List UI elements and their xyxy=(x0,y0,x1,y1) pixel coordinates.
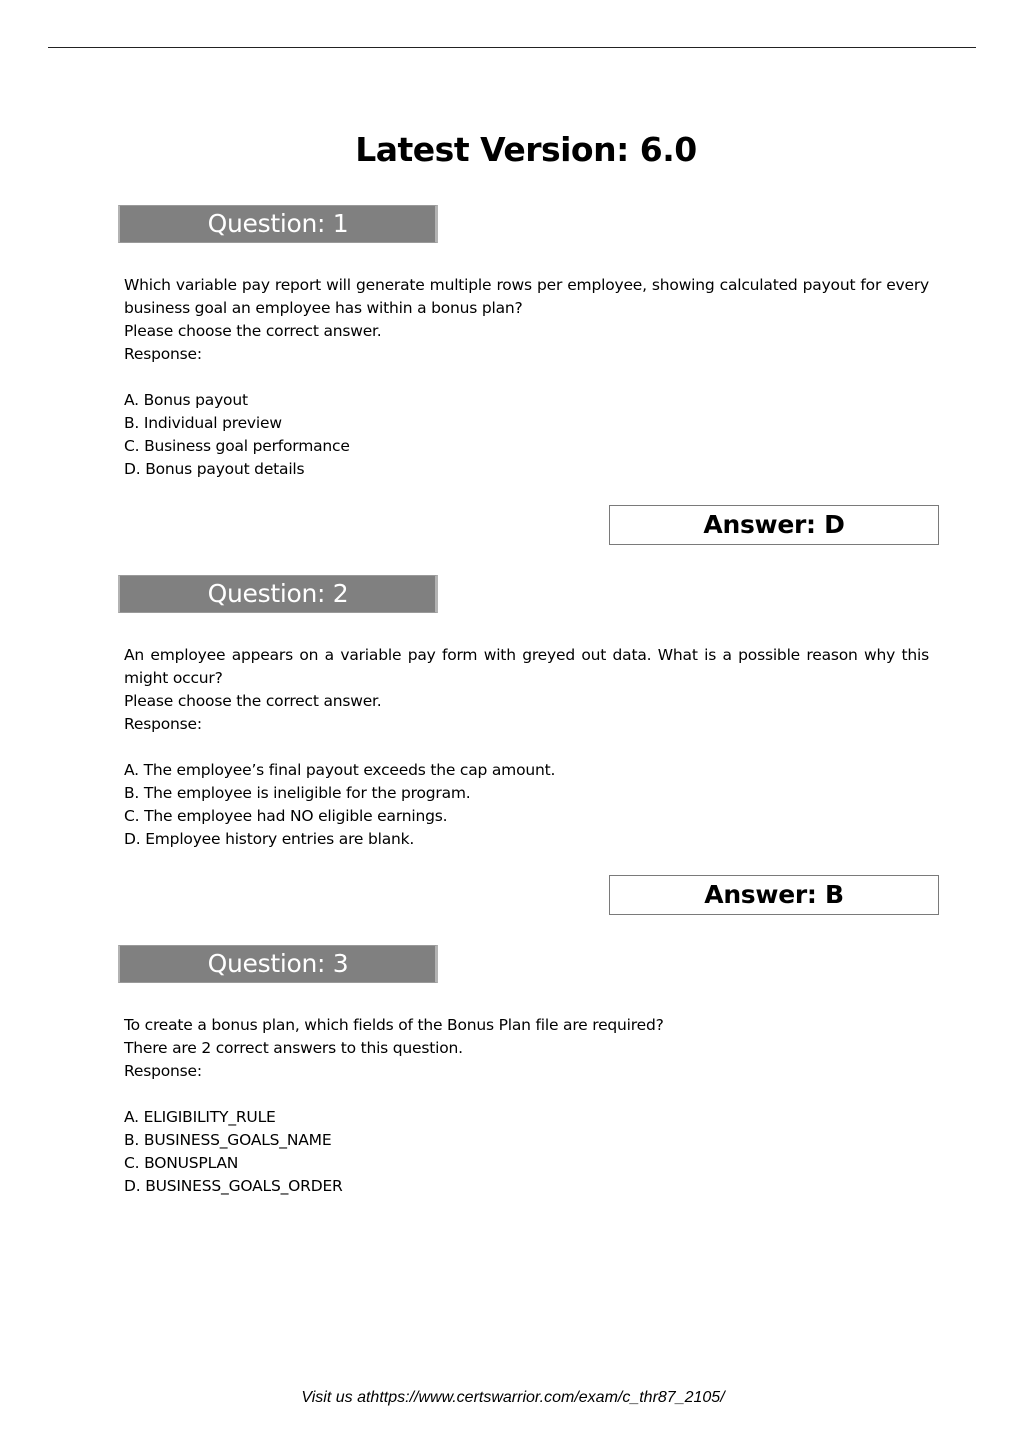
question-2-body xyxy=(124,644,929,851)
question-2-option-a: A. The employee’s final payout exceeds the cap amount. xyxy=(124,761,556,779)
page-title: Latest Version: 6.0 xyxy=(355,130,697,169)
question-3-option-d: D. BUSINESS_GOALS_ORDER xyxy=(124,1177,343,1195)
question-2-answer: Answer: B xyxy=(609,875,939,915)
question-1-title: Question: 1 xyxy=(207,209,349,238)
spacer xyxy=(124,366,929,389)
header-rule xyxy=(48,47,976,48)
question-3-option-c: C. BONUSPLAN xyxy=(124,1154,239,1172)
question-1-header xyxy=(118,205,438,243)
question-3-title: Question: 3 xyxy=(207,949,349,978)
spacer xyxy=(124,736,929,759)
question-1-text: Which variable pay report will generate multiple rows per employee, showing calculated payout for every business goal an employee has within a bonus plan? xyxy=(124,276,929,317)
question-3-body xyxy=(124,1014,929,1198)
question-1-answer: Answer: D xyxy=(609,505,939,545)
question-2-header xyxy=(118,575,438,613)
question-3-text: To create a bonus plan, which fields of the Bonus Plan file are required? xyxy=(124,1016,664,1034)
question-1-instruction: Please choose the correct answer. xyxy=(124,322,382,340)
spacer xyxy=(124,1083,929,1106)
question-1-response-label: Response: xyxy=(124,345,202,363)
question-2-title: Question: 2 xyxy=(207,579,349,608)
question-2-option-b: B. The employee is ineligible for the program. xyxy=(124,784,471,802)
footer-visit-link[interactable]: Visit us athttps://www.certswarrior.com/exam/c_thr87_2105/ xyxy=(301,1389,725,1406)
question-3-response-label: Response: xyxy=(124,1062,202,1080)
question-1-option-b: B. Individual preview xyxy=(124,414,282,432)
question-3-instruction: There are 2 correct answers to this question. xyxy=(124,1039,463,1057)
question-1-body xyxy=(124,274,929,481)
question-3-option-b: B. BUSINESS_GOALS_NAME xyxy=(124,1131,332,1149)
question-1-option-c: C. Business goal performance xyxy=(124,437,350,455)
question-2-option-c: C. The employee had NO eligible earnings. xyxy=(124,807,448,825)
question-1-option-a: A. Bonus payout xyxy=(124,391,248,409)
question-3-option-a: A. ELIGIBILITY_RULE xyxy=(124,1108,276,1126)
question-2-instruction: Please choose the correct answer. xyxy=(124,692,382,710)
question-2-text: An employee appears on a variable pay form with greyed out data. What is a possible reason why this might occur? xyxy=(124,646,929,687)
question-2-option-d: D. Employee history entries are blank. xyxy=(124,830,415,848)
question-2-response-label: Response: xyxy=(124,715,202,733)
question-1-option-d: D. Bonus payout details xyxy=(124,460,305,478)
question-3-header xyxy=(118,945,438,983)
